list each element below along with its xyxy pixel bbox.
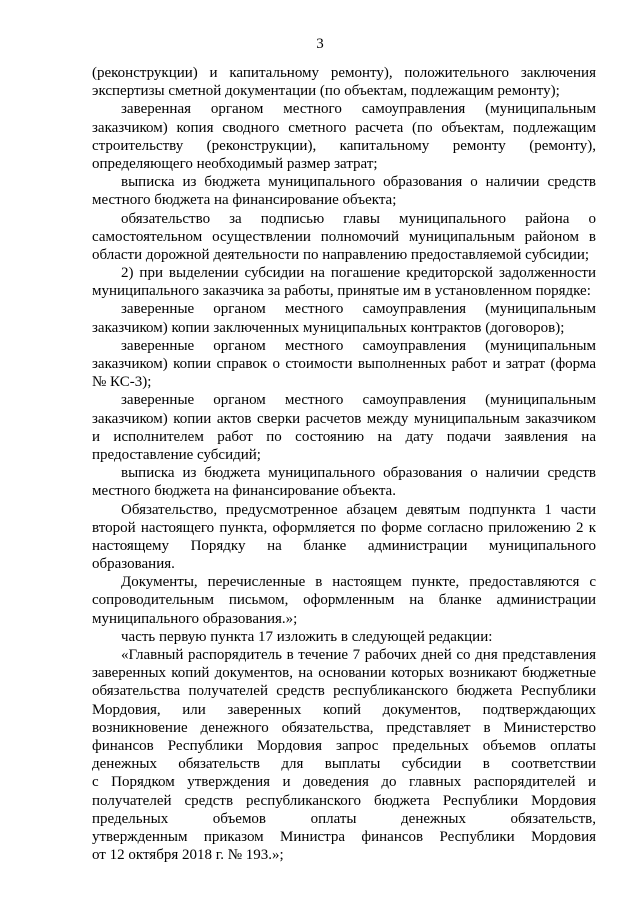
text-line: местного бюджета на финансирование объекта; [92,192,397,209]
text-line: Обязательство, предусмотренное абзацем девятым подпункта 1 части [121,501,596,518]
text-line: заверенные органом местного самоуправления (муниципальным [121,301,596,318]
text-line: заказчиком) копии актов сверки расчетов между муниципальным заказчиком [92,410,596,427]
text-line: заказчиком) копии заключенных муниципальных контрактов (договоров); [92,319,565,336]
text-line: выписка из бюджета муниципального образования о наличии средств [121,174,596,191]
text-line: Документы, перечисленные в настоящем пункте, предоставляются с [121,574,596,591]
text-line: № КС-3); [92,374,152,391]
text-line: с Порядком утверждения и доведения до главных распорядителей и [92,774,596,791]
text-line: денежных обязательств для выплаты субсидии в соответствии [92,756,596,773]
text-line: предельных объемов оплаты денежных обязательств, [92,810,596,827]
page-number: 3 [316,36,324,52]
text-line: выписка из бюджета муниципального образования о наличии средств [121,465,596,482]
text-line: утвержденным приказом Министра финансов Республики Мордовия [92,828,596,845]
text-line: области дорожной деятельности по направлению предоставляемой субсидии; [92,246,590,263]
text-line: обязательство за подписью главы муниципального района о [121,210,596,227]
text-line: (реконструкции) и капитальному ремонту), положительного заключения [92,65,596,81]
text-line: заверенных копий документов, на основании которых возникают бюджетные [92,665,596,682]
text-line: заверенная органом местного самоуправления (муниципальным [121,101,596,118]
text-line: местного бюджета на финансирование объекта. [92,483,396,500]
text-line: заказчиком) копии справок о стоимости выполненных работ и затрат (форма [92,356,596,372]
text-line: муниципального заказчика за работы, принятые им в установленном порядке: [92,283,591,300]
text-line: настоящему Порядку на бланке администрации муниципального [92,537,596,554]
text-line: сопроводительным письмом, оформленным на бланке администрации [92,592,596,609]
text-line: финансов Республики Мордовия запрос предельных объемов оплаты [92,737,596,754]
text-line: возникновение денежного обязательства, представляет в Министерство [92,719,596,736]
text-line: обязательства получателей средств республиканского бюджета Республики [92,683,596,700]
text-line: предоставление субсидий; [92,446,261,463]
text-line: и исполнителем работ по состоянию на дату подачи заявления на [92,428,596,445]
text-line: 2) при выделении субсидии на погашение кредиторской задолженности [121,265,596,282]
text-line: экспертизы сметной документации (по объектам, подлежащим ремонту); [92,83,560,100]
text-line: часть первую пункта 17 изложить в следующей редакции: [121,628,493,645]
document-body [92,64,596,864]
text-line: заказчиком) копия сводного сметного расчета (по объектам, подлежащим [92,119,596,136]
text-line: от 12 октября 2018 г. № 193.»; [92,847,284,864]
text-line: Мордовия, или заверенных копий документов, подтверждающих [92,701,596,718]
text-line: заверенные органом местного самоуправления (муниципальным [121,337,596,354]
text-line: муниципального образования.»; [92,610,298,627]
text-line: получателей средств республиканского бюджета Республики Мордовия [92,792,596,809]
text-line: определяющего необходимый размер затрат; [92,155,378,172]
text-line: второй настоящего пункта, оформляется по форме согласно приложению 2 к [92,519,596,536]
text-line: самостоятельном осуществлении полномочий муниципальным районом в [92,228,596,245]
text-line: образования. [92,556,175,573]
text-line: заверенные органом местного самоуправления (муниципальным [121,392,596,409]
text-line: строительству (реконструкции), капитальному ремонту (ремонту), [92,137,596,154]
text-line: «Главный распорядитель в течение 7 рабочих дней со дня представления [121,647,596,663]
